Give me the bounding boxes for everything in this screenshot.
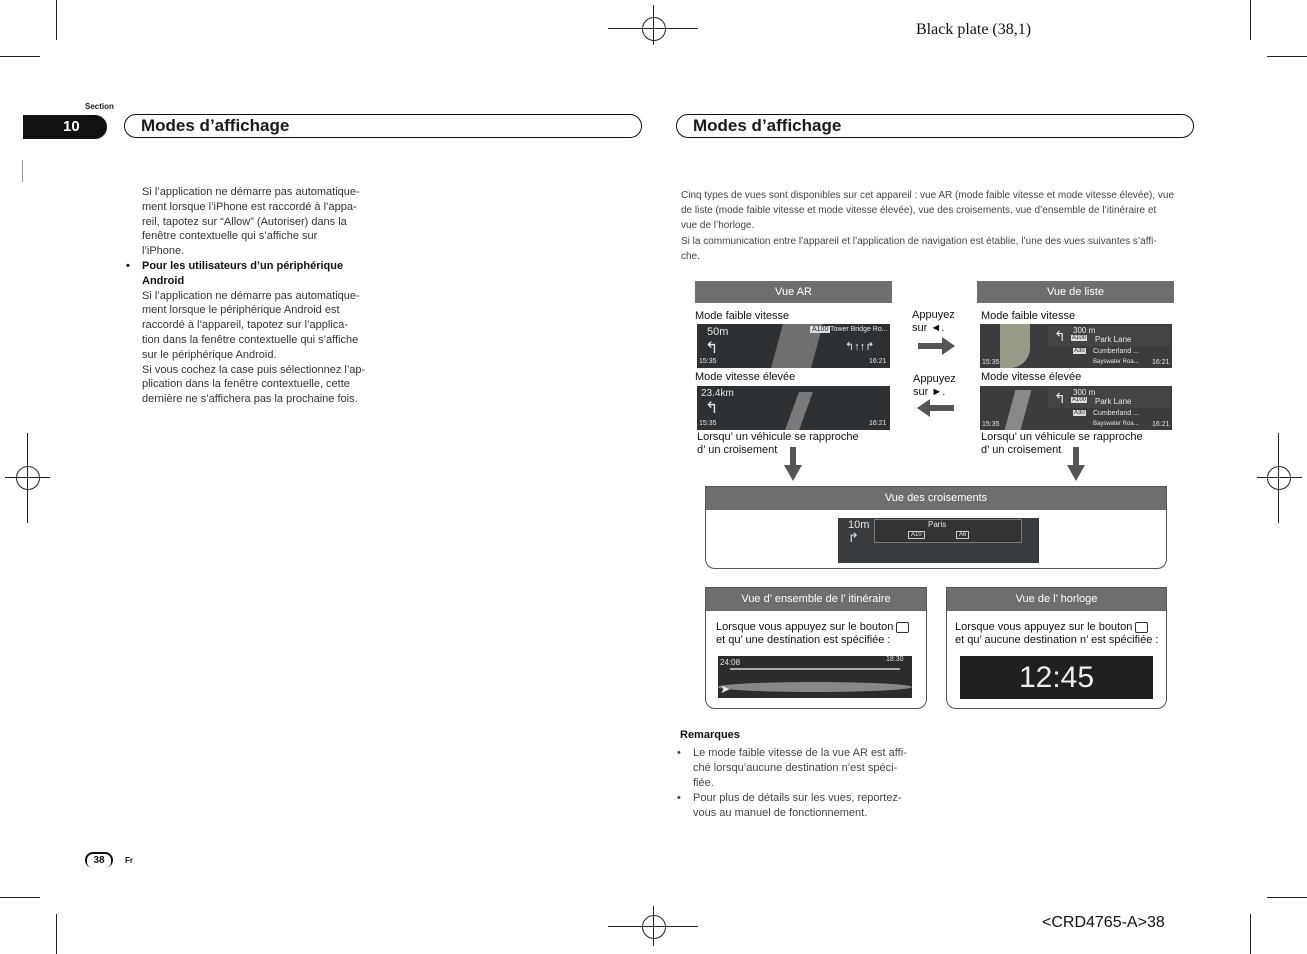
- bullet: •: [677, 747, 681, 759]
- text-line: raccordé à l’appareil, tapotez sur l’applica-: [142, 319, 349, 332]
- text-line: plication dans la fenêtre contextuelle, cette: [142, 378, 350, 391]
- press-right-label: [913, 373, 956, 399]
- clock-screen: [960, 656, 1153, 699]
- text-line: Si l’application ne démarre pas automatique-: [142, 186, 360, 198]
- press-left-label: [912, 309, 955, 335]
- ar-high-screen: [697, 386, 890, 430]
- horloge-header: Vue de l’ horloge: [947, 588, 1166, 611]
- time-label: 15:35: [699, 420, 717, 427]
- time-label: 15:35: [982, 359, 1000, 366]
- ensemble-text: [716, 621, 909, 647]
- text-line: Si vous cochez la case puis sélectionnez l’ap-: [142, 363, 366, 376]
- text-line: ché lorsqu’aucune destination n’est spéci-: [693, 762, 898, 774]
- text-span: Lorsque vous appuyez sur le bouton: [716, 621, 894, 633]
- paragraph-iphone: [142, 185, 382, 259]
- text-line: d’ un croisement: [981, 444, 1062, 456]
- clock-display: 12:45: [1018, 661, 1095, 694]
- text-line: Pour plus de détails sur les vues, reportez-: [693, 792, 902, 804]
- text-line: sur ◄.: [912, 322, 945, 334]
- turn-left-icon: ↰: [705, 340, 719, 357]
- list-low-label: Mode faible vitesse: [981, 310, 1076, 322]
- distance-label: 300 m: [1073, 326, 1096, 335]
- section-word: Section: [85, 102, 114, 111]
- left-title-bar: [124, 114, 642, 138]
- road-shape: [718, 682, 912, 692]
- croisements-screen: [838, 518, 1039, 563]
- ar-low-label: Mode faible vitesse: [695, 310, 790, 322]
- vehicle-icon: ➤: [720, 682, 731, 696]
- ar-approach-label: [697, 431, 859, 457]
- road-name: Park Lane: [1095, 397, 1132, 406]
- text-line: d’ un croisement: [697, 444, 778, 456]
- road-sign: A100: [812, 326, 829, 333]
- text-line: ment lorsque l’iPhone est raccordé à l’appa-: [142, 200, 357, 213]
- text-line: dernière ne s’affichera pas la prochaine fois.: [142, 393, 358, 406]
- time-label: 24:08: [720, 658, 741, 667]
- road-name: Cumberland ...: [1093, 410, 1139, 417]
- intro-paragraph: [681, 188, 1201, 264]
- bullet: •: [126, 259, 130, 272]
- registration-line: [1278, 433, 1279, 523]
- text-line: Appuyez: [913, 373, 956, 385]
- crop-mark: [1250, 0, 1251, 40]
- city-label: Paris: [928, 520, 947, 529]
- text-line: Si l’application ne démarre pas automatique-: [142, 289, 360, 302]
- text-line: tion dans la fenêtre contextuelle qui s’affiche: [142, 333, 359, 346]
- side-mark: [22, 160, 23, 182]
- text-line: sur ►.: [913, 386, 946, 398]
- turn-left-icon: ↰: [1054, 390, 1066, 406]
- plate-label: Black plate (38,1): [916, 21, 1032, 38]
- text-line: et qu’ une destination est spécifiée :: [716, 634, 891, 646]
- text-line: [955, 621, 1158, 634]
- distance-label: 10m: [848, 519, 870, 531]
- text-line: vue de l’horloge.: [681, 220, 755, 232]
- arrow-left-icon: [916, 399, 954, 417]
- text-line: Cinq types de vues sont disponibles sur cet appareil : vue AR (mode faible vitesse et mode vitesse élevée), vue: [681, 190, 1175, 201]
- text-line: reil, tapotez sur “Allow” (Autoriser) dans la: [142, 215, 347, 228]
- crop-mark: [0, 897, 40, 898]
- horloge-text: [955, 621, 1158, 647]
- eta-label: 16:21: [869, 420, 887, 427]
- list-item: [677, 746, 923, 791]
- document-code: <CRD4765-A>38: [1042, 914, 1165, 931]
- turn-left-icon: ↰: [705, 400, 719, 417]
- registration-mark: [16, 466, 40, 490]
- text-line: Pour les utilisateurs d’un périphérique: [142, 259, 344, 272]
- list-approach-label: [981, 431, 1143, 457]
- distance-label: 23.4km: [701, 388, 734, 399]
- text-line: Lorsqu’ un véhicule se rapproche: [697, 431, 859, 443]
- lane-arrows-icon: ↰↑↑↱: [845, 341, 875, 353]
- eta-label: 16:21: [1152, 359, 1170, 366]
- road-name: Tower Bridge Ro...: [830, 326, 888, 333]
- crop-mark: [0, 56, 40, 57]
- route-screen: [718, 656, 912, 698]
- crop-mark: [1250, 914, 1251, 954]
- text-line: de liste (mode faible vitesse et mode vitesse élevée), vue des croisements, vue d’ensemble de l’itinéraire et: [681, 205, 1157, 217]
- road-name: Bayswater Roa...: [1093, 359, 1139, 365]
- android-heading: [126, 259, 382, 289]
- text-line: Le mode faible vitesse de la vue AR est affi-: [693, 747, 907, 759]
- ensemble-header: Vue d’ ensemble de l’ itinéraire: [706, 588, 926, 611]
- text-line: vous au manuel de fonctionnement.: [693, 807, 868, 819]
- registration-line: [653, 5, 654, 45]
- registration-mark: [1267, 466, 1291, 490]
- distance-label: 300 m: [1073, 388, 1096, 397]
- road-sign: A30: [1074, 348, 1085, 354]
- eta-label: 16:21: [869, 358, 887, 365]
- vue-liste-header: Vue de liste: [977, 281, 1174, 303]
- road-shape: [1000, 324, 1030, 368]
- road-shape: [785, 392, 813, 430]
- crop-mark: [1267, 897, 1307, 898]
- distance-label: 50m: [707, 326, 729, 338]
- text-line: Android: [142, 274, 185, 287]
- text-line: et qu’ aucune destination n’ est spécifiée :: [955, 634, 1159, 646]
- left-column: [126, 185, 382, 407]
- text-line: sur le périphérique Android.: [142, 348, 277, 361]
- language-label: Fr: [125, 856, 133, 865]
- remarques-list: [677, 746, 923, 821]
- page-title-right: Modes d’affichage: [693, 116, 842, 135]
- time-label: 15:35: [699, 358, 717, 365]
- road-name: Park Lane: [1095, 335, 1132, 344]
- text-line: Lorsqu’ un véhicule se rapproche: [981, 431, 1143, 443]
- registration-line: [27, 433, 28, 523]
- text-line: ment lorsque le périphérique Android est: [142, 304, 340, 317]
- text-line: Si la communication entre l’appareil et l’application de navigation est établie, l’une des vues suivantes s’affi-: [681, 235, 1157, 247]
- list-item: [677, 791, 923, 821]
- text-line: [716, 621, 909, 634]
- turn-right-icon: ↱: [848, 530, 859, 545]
- road-sign: A30: [1074, 410, 1085, 416]
- page-number-badge: [85, 852, 113, 868]
- road-name: Bayswater Roa...: [1093, 421, 1139, 427]
- nav-button-icon: [1135, 622, 1148, 633]
- road-shape: [1005, 390, 1032, 430]
- signpost-panel: [874, 519, 1022, 543]
- registration-mark: [642, 17, 666, 41]
- registration-line: [653, 906, 654, 946]
- paragraph-android: [142, 289, 382, 407]
- text-span: Lorsque vous appuyez sur le bouton: [955, 621, 1133, 633]
- text-line: l’iPhone.: [142, 245, 185, 258]
- list-low-screen: [980, 324, 1172, 368]
- eta-label: 16:21: [1152, 421, 1170, 428]
- text-line: che.: [681, 250, 700, 262]
- text-line: Appuyez: [912, 309, 955, 321]
- eta-label: 18:30: [886, 656, 904, 663]
- list-high-screen: [980, 386, 1172, 430]
- text-line: fenêtre contextuelle qui s’affiche sur: [142, 230, 318, 243]
- road-sign: A10: [908, 531, 925, 539]
- turn-left-icon: ↰: [1054, 328, 1066, 344]
- text-line: fiée.: [693, 777, 714, 789]
- bullet: •: [677, 792, 681, 804]
- route-line: [730, 668, 900, 670]
- arrow-down-icon: [1067, 447, 1085, 482]
- registration-line: [1257, 477, 1302, 478]
- crop-mark: [56, 914, 57, 954]
- time-label: 15:35: [982, 421, 1000, 428]
- right-title-bar: [676, 114, 1194, 138]
- road-sign: A100: [1072, 335, 1087, 341]
- page-number: 38: [87, 854, 111, 868]
- section-number-text: 10: [63, 118, 80, 135]
- vue-ar-header: Vue AR: [695, 281, 892, 303]
- croisements-header: Vue des croisements: [706, 487, 1166, 510]
- list-high-label: Mode vitesse élevée: [981, 371, 1082, 383]
- road-name: Cumberland ...: [1093, 348, 1139, 355]
- crop-mark: [1267, 56, 1307, 57]
- page-title-left: Modes d’affichage: [141, 116, 290, 135]
- nav-button-icon: [896, 622, 909, 633]
- road-sign: A100: [1072, 397, 1087, 403]
- registration-mark: [642, 915, 666, 939]
- ar-high-label: Mode vitesse élevée: [695, 371, 796, 383]
- arrow-right-icon: [918, 337, 956, 355]
- ar-low-screen: [697, 324, 890, 368]
- crop-mark: [56, 0, 57, 40]
- remarques-title: Remarques: [680, 729, 740, 741]
- road-sign: A6: [956, 531, 969, 539]
- arrow-down-icon: [784, 447, 802, 482]
- section-number: [23, 115, 107, 139]
